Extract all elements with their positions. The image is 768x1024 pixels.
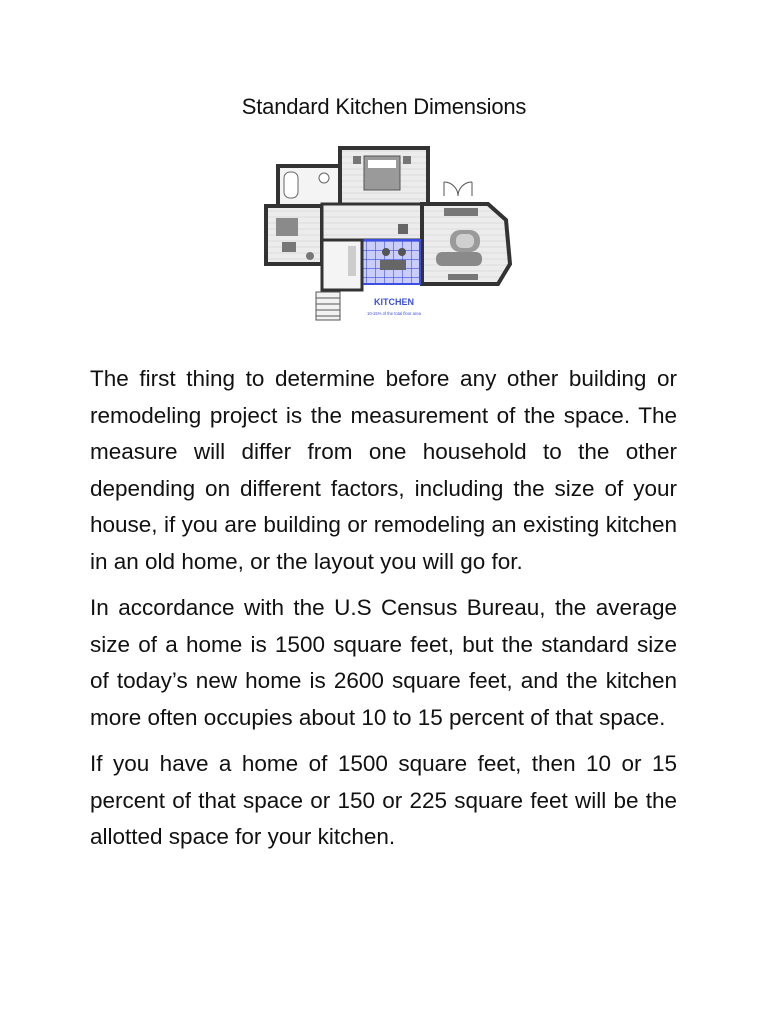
living-room [422, 204, 510, 284]
body-text [90, 361, 677, 866]
floor-plan-image [258, 142, 552, 324]
paragraph: If you have a home of 1500 square feet, then 10 or 15 percent of that space or 150 or 225 square feet will be the allotted space for your kitchen. [90, 751, 677, 849]
kitchen-caption: 10-15% of the total floor area [366, 311, 422, 316]
paragraph: In accordance with the U.S Census Bureau, the average size of a home is 1500 square feet, but the standard size of today’s new home is 2600 square feet, and the kitchen more often occupies about 10 to 15 percent of that space. [90, 595, 677, 730]
kitchen-label: KITCHEN [374, 297, 414, 307]
left-room [266, 206, 322, 264]
pantry-room [322, 240, 362, 290]
bedroom-room [340, 148, 428, 210]
bathroom-room [278, 166, 340, 206]
kitchen-area [362, 240, 420, 284]
hallway [322, 204, 422, 240]
paragraph: The first thing to determine before any other building or remodeling project is the measurement of the space. The measure will differ from one household to the other depending on different factors, including the size of your house, if you are building or remodeling an existing kitchen in an old home, or the layout you will go for. [90, 366, 677, 574]
entrance-stairs [316, 292, 340, 320]
door-marks [444, 182, 472, 196]
page-title: Standard Kitchen Dimensions [241, 94, 527, 119]
